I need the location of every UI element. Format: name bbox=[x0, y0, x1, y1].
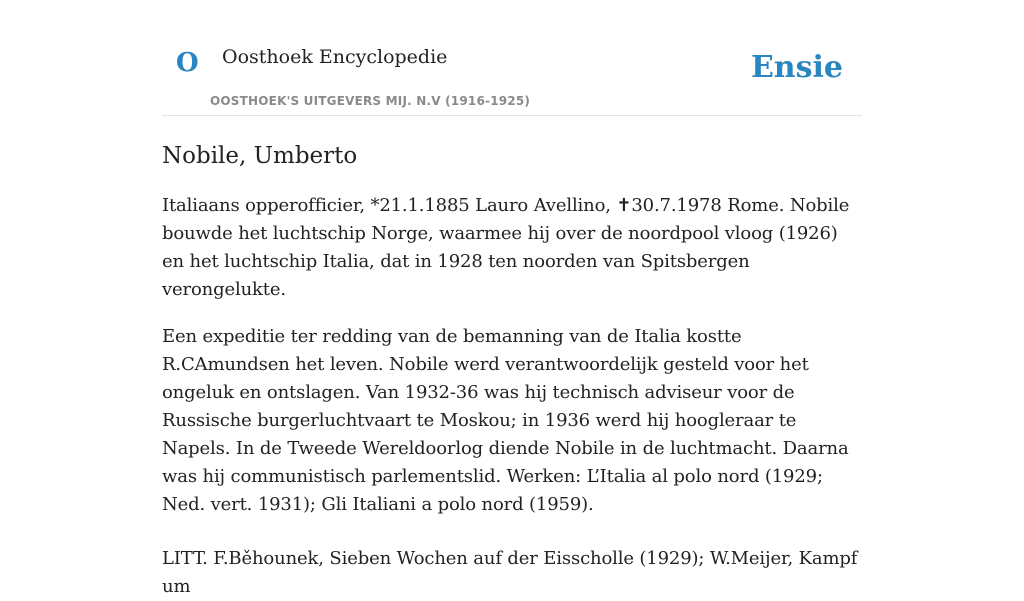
ensie-brand-link[interactable]: Ensie bbox=[750, 50, 843, 85]
article-title: Nobile, Umberto bbox=[162, 143, 358, 169]
site-title-link[interactable]: Oosthoek Encyclopedie bbox=[222, 46, 448, 68]
page bbox=[162, 0, 862, 601]
literature-paragraph: LITT. F.Běhounek, Sieben Wochen auf der Eisscholle (1929); W.Meijer, Kampf um bbox=[162, 548, 858, 597]
publisher-subtitle: OOSTHOEK'S UITGEVERS MIJ. N.V (1916-1925) bbox=[210, 94, 531, 108]
article bbox=[162, 141, 862, 601]
article-paragraph: Een expeditie ter redding van de bemanning van de Italia kostte R.CAmundsen het leven. Nobile werd verantwoordelijk gesteld voor het ongeluk en ontslagen. Van 1932-36 was hij technisch adviseur voor de Russische burgerluchtvaart te Moskou; in 1936 werd hij hoogleraar te Napels. In de Tweede Wereldoorlog diende Nobile in de luchtmacht. Daarna was hij communistisch parlementslid. Werken: L’Italia al polo nord (1929; Ned. vert. 1931); Gli Italiani a polo nord (1959). bbox=[162, 326, 849, 515]
article-paragraph: Italiaans opperofficier, *21.1.1885 Lauro Avellino, ✝30.7.1978 Rome. Nobile bouwde het luchtschip Norge, waarmee hij over de noordpool vloog (1926) en het luchtschip Italia, dat in 1928 ten noorden van Spitsbergen verongelukte. bbox=[162, 195, 850, 300]
site-logo[interactable]: O bbox=[176, 48, 199, 78]
site-header bbox=[162, 0, 862, 116]
